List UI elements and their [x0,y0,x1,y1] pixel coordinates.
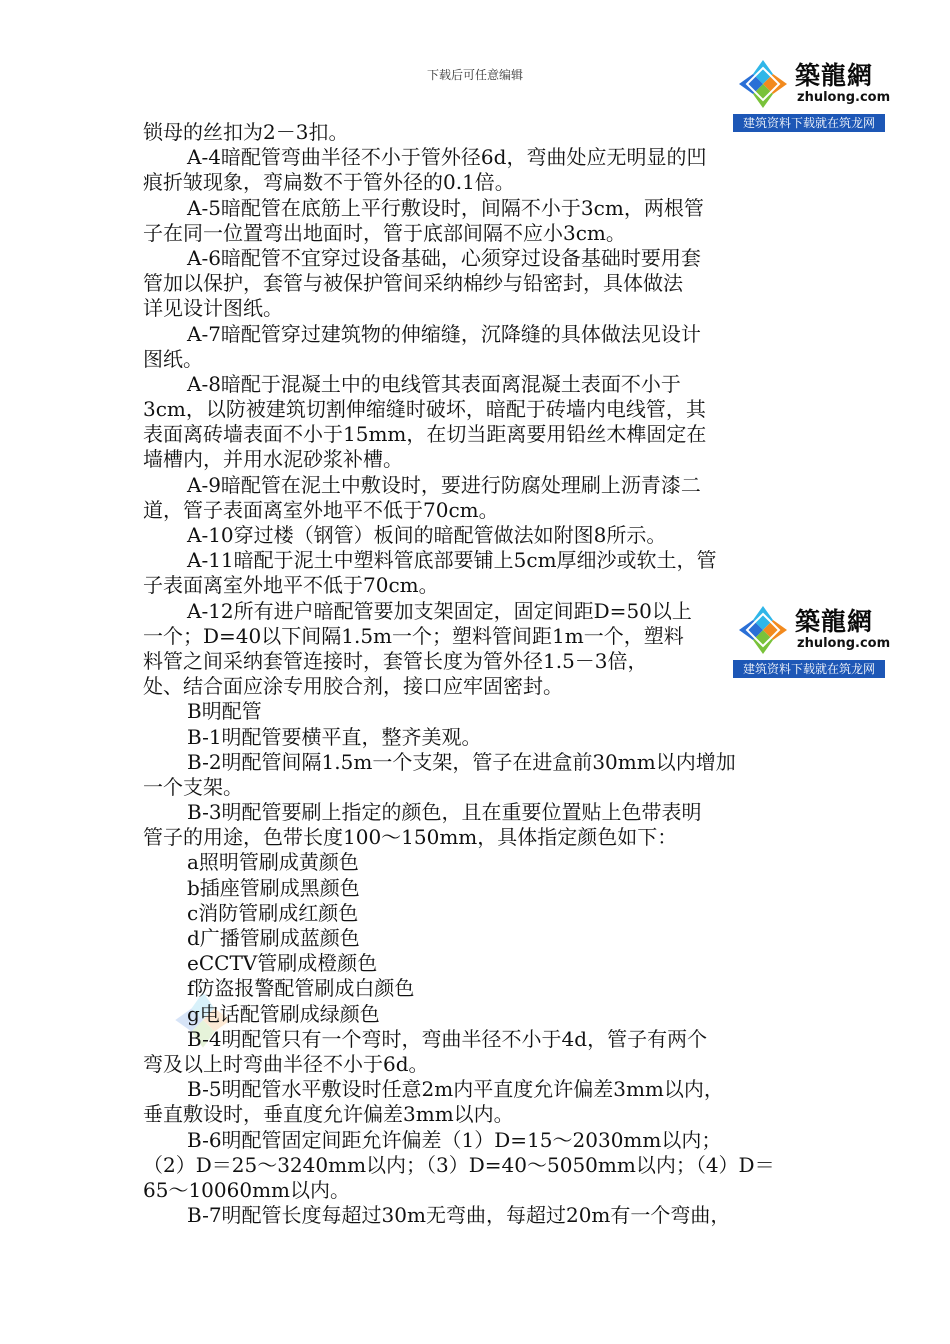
text-line: B-5明配管水平敷设时任意2m内平直度允许偏差3mm以内， [187,1077,724,1102]
document-body [143,120,808,1228]
text-line: A-6暗配管不宜穿过设备基础，心须穿过设备基础时要用套 [187,245,701,270]
zhulong-logo-icon [737,58,789,110]
logo-domain: zhulong.com [797,90,891,105]
text-line: 65～10060mm以内。 [143,1177,351,1202]
logo-slogan: 建筑资料下载就在筑龙网 [733,660,885,678]
text-line: A-12所有进户暗配管要加支架固定，固定间距D=50以上 [187,598,692,623]
text-line: B-3明配管要刷上指定的颜色，且在重要位置贴上色带表明 [187,800,702,825]
color-list-item: f防盗报警配管刷成白颜色 [187,976,415,1001]
color-list-item: eCCTV管刷成橙颜色 [187,951,378,976]
text-line: A-11暗配于泥土中塑料管底部要铺上5cm厚细沙或软土，管 [187,548,717,573]
text-line: B-2明配管间隔1.5m一个支架，管子在进盒前30mm以内增加 [187,749,736,774]
text-line: 墙槽内，并用水泥砂浆补槽。 [143,447,403,472]
text-line: 管加以保护，套管与被保护管间采纳棉纱与铅密封，具体做法 [143,271,683,296]
text-line: 子在同一位置弯出地面时，管于底部间隔不应小3cm。 [143,220,626,245]
text-line: A-5暗配管在底筋上平行敷设时，间隔不小于3cm，两根管 [187,195,704,220]
text-line: 详见设计图纸。 [143,296,283,321]
text-line: （2）D＝25～3240mm以内；（3）D=40～5050mm以内；（4）D＝ [143,1152,775,1177]
color-list-item: c消防管刷成红颜色 [187,900,359,925]
text-line: 3cm，以防被建筑切割伸缩缝时破坏，暗配于砖墙内电线管，其 [143,397,706,422]
text-line: 一个；D=40以下间隔1.5m一个；塑料管间距1m一个，塑料 [143,623,684,648]
text-line: 表面离砖墙表面不小于15mm，在切当距离要用铅丝木榫固定在 [143,422,707,447]
color-list-item: a照明管刷成黄颜色 [187,850,359,875]
text-line: A-4暗配管弯曲半径不小于管外径6d，弯曲处应无明显的凹 [187,145,707,170]
color-list-item: g电话配管刷成绿颜色 [187,1001,380,1026]
text-line: 锁母的丝扣为2－3扣。 [143,120,349,144]
text-line: 料管之间采纳套管连接时，套管长度为管外径1.5－3倍， [143,648,648,673]
text-line: 子表面离室外地平不低于70cm。 [143,573,439,598]
text-line: A-7暗配管穿过建筑物的伸缩缝，沉降缝的具体做法见设计 [187,321,701,346]
text-line: B-4明配管只有一个弯时，弯曲半径不小于4d，管子有两个 [187,1026,708,1051]
text-line: A-10穿过楼（钢管）板间的暗配管做法如附图8所示。 [187,523,667,547]
logo-domain: zhulong.com [797,636,891,651]
text-line: B-1明配管要横平直，整齐美观。 [187,724,482,749]
color-list-item: b插座管刷成黑颜色 [187,875,360,900]
section-heading: B明配管 [187,699,262,724]
text-line: B-6明配管固定间距允许偏差（1）D=15～2030mm以内； [187,1127,722,1152]
text-line: 管子的用途，色带长度100～150mm，具体指定颜色如下： [143,825,678,850]
logo-slogan: 建筑资料下载就在筑龙网 [733,114,885,132]
color-list-item: d广播管刷成蓝颜色 [187,926,360,950]
text-line: B-7明配管长度每超过30m无弯曲，每超过20m有一个弯曲， [187,1203,731,1228]
text-line: 一个支架。 [143,774,243,799]
text-line: 弯及以上时弯曲半径不小于6d。 [143,1051,429,1076]
header-note: 下载后可任意编辑 [426,68,523,82]
text-line: A-9暗配管在泥土中敷设时，要进行防腐处理刷上沥青漆二 [187,472,701,497]
logo-chinese-name: 築龍網 [795,61,874,90]
text-line: 垂直敷设时，垂直度允许偏差3mm以内。 [143,1102,514,1127]
text-line: 处、结合面应涂专用胶合剂，接口应牢固密封。 [143,674,563,699]
text-line: 痕折皱现象，弯扁数不于管外径的0.1倍。 [143,170,515,195]
logo-chinese-name: 築龍網 [795,607,874,636]
text-line: 道，管子表面离室外地平不低于70cm。 [143,497,499,522]
text-line: 图纸。 [143,346,203,371]
logo-top [733,56,891,116]
text-line: A-8暗配于混凝土中的电线管其表面离混凝土表面不小于 [187,371,681,396]
